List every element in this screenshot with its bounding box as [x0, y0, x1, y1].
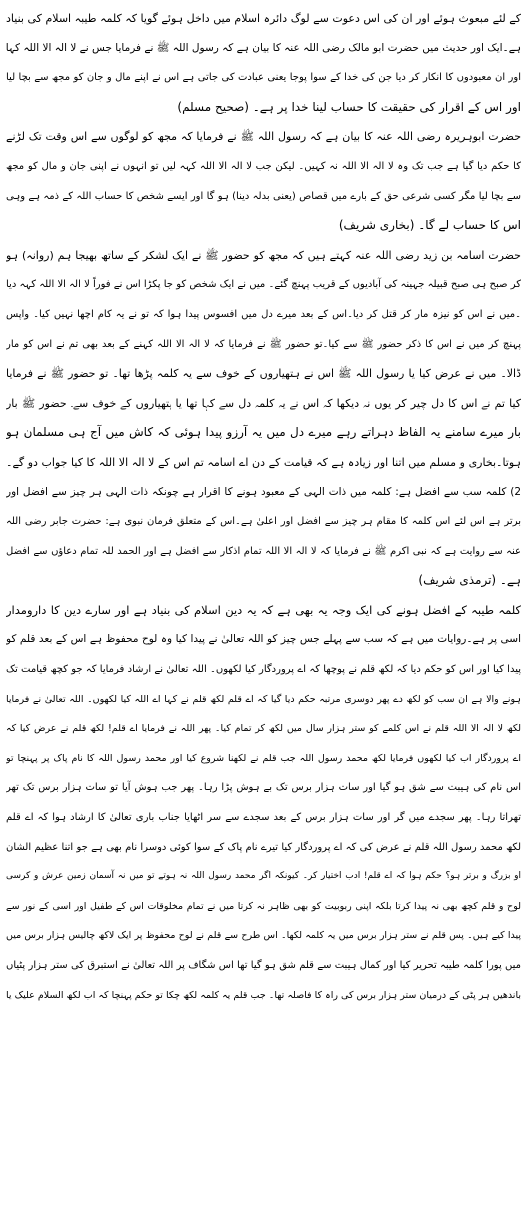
text-line: اور اس کے اقرار کی حقیقت کا حساب لینا خدا پر ہے۔ (صحیح مسلم) [177, 99, 521, 114]
text-line: کا حکم دیا گیا ہے جب تک وہ لا الہ الا اللہ نہ کہیں۔ لیکن جب لا الہ الا اللہ کہہ لیں تو انہوں نے اپنی جان و مال کو مجھ [6, 160, 521, 172]
text-line: حضرت اسامہ بن زید رضی اللہ عنہ کہتے ہیں کہ مجھ کو حضور ﷺ نے ایک لشکر کے ساتھ بھیجا ہم (روانہ) ہو [6, 248, 521, 262]
text-line: ہے۔ (ترمذی شریف) [418, 573, 521, 588]
text-line: تھراتا رہا۔ پھر سجدے میں گر اور سات ہزار برس کے بعد سجدے سے سر اٹھایا جناب باری تعالیٰ کا ارشاد ہوا کہ اے قلم [6, 812, 521, 824]
text-line: سے بچا لیا مگر کسی شرعی حق کے بارے میں قصاص (یعنی بدلہ دینا) ہو گا اور ایسے شخص کا حساب اللہ کے ذمہ ہے وہی [6, 190, 521, 202]
text-line: لکھ لا الہ الا اللہ قلم نے اس کلمے کو ستر ہزار سال میں لکھ کر تمام کیا۔ پھر اللہ نے فرمایا اے قلم! لکھ قلم نے عرض کیا کہ [6, 723, 521, 735]
text-line: ہونے والا ہے ان سب کو لکھ دے پھر دوسری مرتبہ حکم دیا گیا کہ اے قلم لکھ قلم نے کہا اے اللہ کیا لکھوں۔ اللہ تعالیٰ نے فرمایا [6, 693, 521, 705]
text-line: باندھیں ہر پٹی کے درمیان ستر ہزار برس کی راہ کا فاصلہ تھا۔ جب قلم یہ کلمہ لکھ چکا تو حکم پہنچا کہ اب لکھ السلام علیک یا [6, 989, 521, 1001]
text-line: ڈالا۔ میں نے عرض کیا یا رسول اللہ ﷺ اس نے ہتھیاروں کے خوف سے یہ کلمہ پڑھا تھا۔ تو حضور ﷺ نے فرمایا [6, 367, 521, 381]
text-line: ہوتا۔بخاری و مسلم میں اتنا اور زیادہ ہے کہ قیامت کے دن اے اسامہ تم اس کے لا الہ الا اللہ کا کیا جواب دو گے۔ [6, 455, 521, 469]
text-line: لوح و قلم کچھ بھی نہ پیدا کرتا بلکہ اپنی ربوبیت کو بھی ظاہر نہ کرتا میں نے تمام مخلوقات اس کے طفیل اور اسی کے نور سے [6, 900, 521, 912]
text-line: اے پروردگار اب کیا لکھوں فرمایا لکھ محمد رسول اللہ جب قلم نے لکھنا شروع کیا اور محمد رسول اللہ کا نام پاک پر پہنچا تو [6, 752, 521, 764]
text-line: برتر ہے اس لئے اس کلمہ کا مقام ہر چیز سے افضل اور اعلیٰ ہے۔اس کے متعلق فرمان نبوی ہے: حضرت جابر رضی اللہ [6, 516, 521, 528]
text-line: ۔میں نے اس کو نیزہ مار کر قتل کر دیا۔اس کے بعد میرے دل میں افسوس پیدا ہوا کہ تو نے یہ کام اچھا نہیں کیا۔ واپس [6, 308, 521, 320]
text-line: اسی پر ہے۔روایات میں ہے کہ سب سے پہلے جس چیز کو اللہ تعالیٰ نے پیدا کیا وہ لوح محفوظ ہے اس کے بعد قلم کو [6, 633, 521, 646]
text-line: اس کا حساب لے گا۔ (بخاری شریف) [338, 218, 521, 233]
text-line: کلمہ طیبہ کے افضل ہونے کی ایک وجہ یہ بھی ہے کہ یہ دین اسلام کی بنیاد ہے اور سارے دین کا دارومدار [6, 602, 521, 617]
text-line: او بزرگ و برتر ہو؟ حکم ہوا کہ اے قلم! ادب اختیار کر۔ کیونکہ اگر محمد رسول اللہ نہ ہوتے تو میں نہ آسمان زمین عرش و کرسی [6, 871, 521, 882]
text-line: میں پورا کلمہ طیبہ تحریر کیا اور کمال ہیبت سے قلم شق ہو گیا تھا اس شگاف پر اللہ تعالیٰ نے استبرق کی ستر ہزار پٹیاں [6, 960, 521, 971]
text-line: ہے۔ایک اور حدیث میں حضرت ابو مالک رضی اللہ عنہ کا بیان ہے کہ رسول اللہ ﷺ نے فرمایا جس نے لا الہ الا اللہ کہا [6, 41, 521, 54]
text-line: اور ان معبودوں کا انکار کر دیا جن کی خدا کے سوا پوجا یعنی عبادت کی جاتی ہے اس نے اپنے مال و جان کو مجھ سے بچا لیا [6, 72, 521, 84]
text-line: عنہ سے روایت ہے کہ نبی اکرم ﷺ نے فرمایا کہ لا الہ الا اللہ تمام اذکار سے افضل ہے اور الحمد للہ تمام دعاؤں سے افضل [6, 545, 521, 557]
text-line: پیدا کیے ہیں۔ پس قلم نے ستر ہزار برس میں یہ کلمہ لکھا۔ اس طرح سے قلم نے لوح محفوظ پر ایک لاکھ چالیس ہزار برس میں [6, 930, 521, 942]
text-line: کر صبح ہی صبح قبیلہ جہینہ کی آبادیوں کے قریب پہنچ گئے۔ میں نے ایک شخص کو جا پکڑا اس نے فوراً لا الہ الا اللہ کہہ دیا [6, 279, 521, 291]
text-line: بار میرے سامنے یہ الفاظ دہراتے رہے میرے دل میں یہ آرزو پیدا ہوئی کہ کاش میں آج ہی مسلمان ہو [6, 425, 521, 440]
text-line: پیدا کیا اور اس کو حکم دیا کہ لکھ قلم نے پوچھا کہ اے پروردگار کیا لکھوں۔ اللہ تعالیٰ نے ارشاد فرمایا کہ جو کچھ قیامت تک [6, 664, 521, 676]
text-line: اس نام کی ہیبت سے شق ہو گیا اور سات ہزار برس تک بے ہوش پڑا رہا۔ پھر جب ہوش آیا تو سات ہزار برس تک تھر [6, 782, 521, 794]
text-line: کے لئے مبعوث ہوئے اور ان کی اس دعوت سے لوگ دائرہ اسلام میں داخل ہوئے گویا کہ کلمہ طیبہ اسلام کی بنیاد [6, 12, 521, 25]
text-line: کیا تم نے اس کا دل چیر کر یوں نہ دیکھا کہ اس نے یہ کلمہ دل سے کہا تھا یا ہتھیاروں کے خوف سے۔ حضور ﷺ بار [6, 396, 521, 410]
text-line: لکھ محمد رسول اللہ قلم نے عرض کی کہ اے پروردگار کیا تیرے نام پاک کے سوا کوئی دوسرا نام بھی ہے جو اتنا عظیم الشان [6, 841, 521, 853]
text-line: حضرت ابوہریرہ رضی اللہ عنہ کا بیان ہے کہ رسول اللہ ﷺ نے فرمایا کہ مجھ کو لوگوں سے اس وقت تک لڑنے [6, 130, 521, 144]
text-line: پہنچ کر میں نے اس کا ذکر حضور ﷺ سے کیا۔تو حضور ﷺ نے فرمایا کہ لا الہ الا اللہ کہنے کے بعد بھی تم نے اس کو مار [6, 338, 521, 350]
text-line: 2) کلمہ سب سے افضل ہے: کلمہ میں ذات الہی کے معبود ہونے کا اقرار ہے چونکہ ذات الہی ہر چیز سے افضل اور [6, 485, 521, 498]
